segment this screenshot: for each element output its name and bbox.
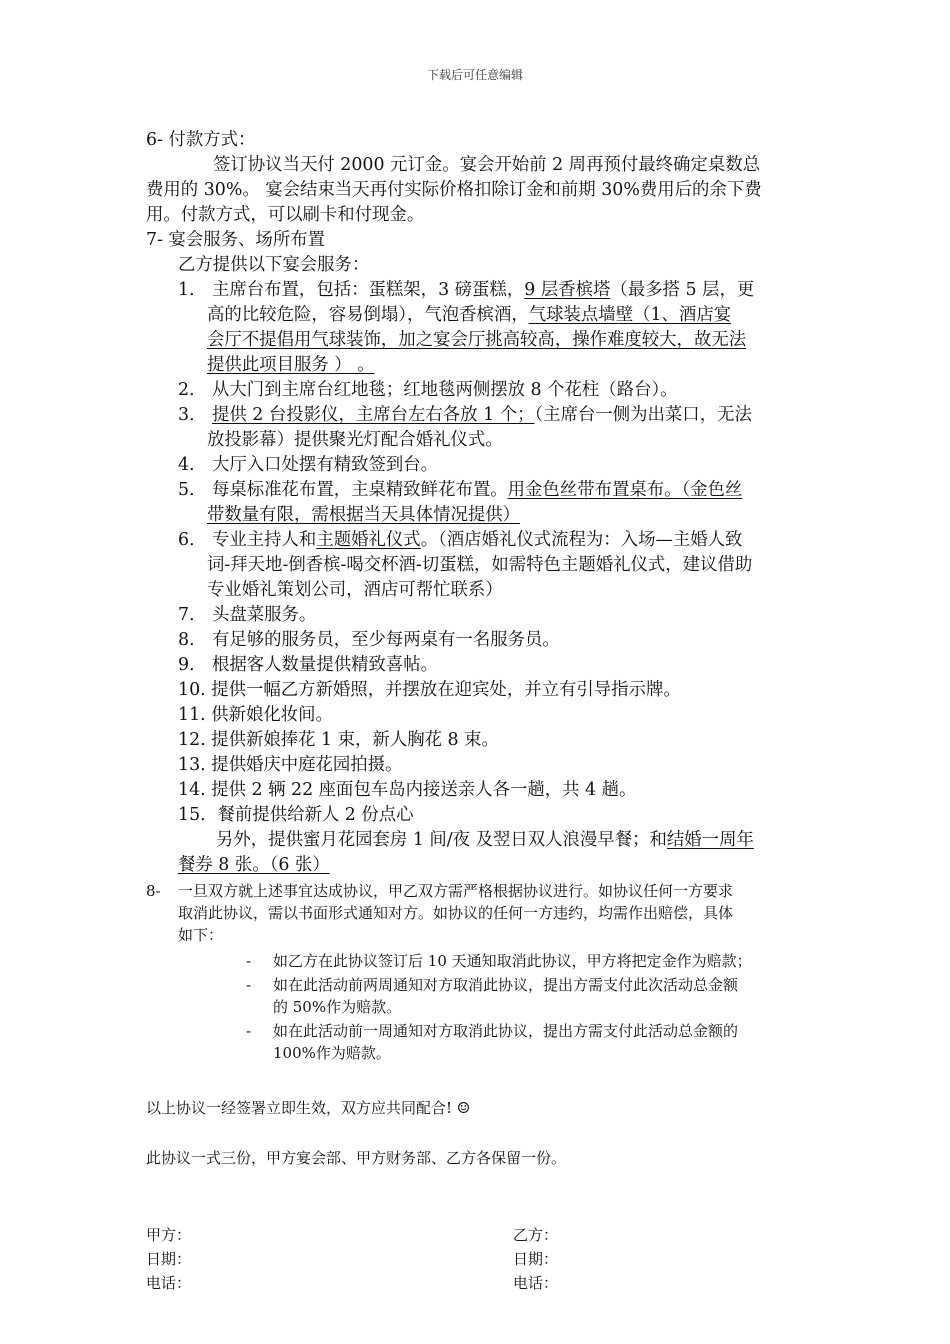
date-label-b: 日期： — [513, 1250, 559, 1268]
item-1-line-3: 会厅不提倡用气球装饰，加之宴会厅挑高较高，操作难度较大，故无法 — [207, 330, 747, 350]
bullet-dash: - — [246, 976, 252, 994]
item-3-line-2: 放投影幕）提供聚光灯配合婚礼仪式。 — [207, 430, 503, 450]
bullet-dash: - — [246, 952, 252, 970]
item-1-line-4: 提供此项目服务 ） 。 — [207, 355, 375, 375]
underlined-text: 9 层香槟塔 — [524, 280, 611, 300]
underlined-text: 用金色丝带布置桌布。（金色丝 — [507, 480, 743, 500]
item-4: 4． 大厅入口处摆有精致签到台。 — [178, 455, 439, 475]
party-b-label: 乙方： — [513, 1226, 559, 1244]
item-6-line-1: 6． 专业主持人和主题婚礼仪式。（酒店婚礼仪式流程为：入场—主婚人致 — [178, 530, 743, 550]
section-7-intro: 乙方提供以下宴会服务： — [178, 255, 370, 275]
underlined-text: 结婚一周年 — [666, 830, 754, 850]
bullet-dash: - — [246, 1022, 252, 1040]
date-label-a: 日期： — [146, 1250, 192, 1268]
bullet-2-line-2: 的 50%作为赔款。 — [273, 998, 402, 1016]
item-14: 14. 提供 2 辆 22 座面包车岛内接送亲人各一趟，共 4 趟。 — [178, 780, 637, 800]
copies-statement: 此协议一式三份，甲方宴会部、甲方财务部、乙方各保留一份。 — [146, 1149, 567, 1167]
section-6-line-1: 签订协议当天付 2000 元订金。宴会开始前 2 周再预付最终确定桌数总 — [213, 155, 760, 175]
item-6-line-2: 词-拜天地-倒香槟-喝交杯酒-切蛋糕，如需特色主题婚礼仪式，建议借助 — [207, 555, 753, 575]
item-8: 8． 有足够的服务员，至少每两桌有一名服务员。 — [178, 630, 560, 650]
closing-statement: 以上协议一经签署立即生效，双方应共同配合! ☺ — [146, 1099, 471, 1117]
section-6-line-2: 费用的 30%。 宴会结束当天再付实际价格扣除订金和前期 30%费用后的余下费 — [146, 180, 762, 200]
section-6-line-3: 用。付款方式，可以刷卡和付现金。 — [146, 205, 425, 225]
section-8-line-3: 如下： — [178, 926, 224, 944]
phone-label-b: 电话： — [513, 1274, 559, 1292]
bullet-2-line-1: 如在此活动前两周通知对方取消此协议，提出方需支付此次活动总金额 — [273, 976, 739, 994]
item-13: 13. 提供婚庆中庭花园拍摄。 — [178, 755, 403, 775]
item-12: 12. 提供新娘捧花 1 束，新人胸花 8 束。 — [178, 730, 499, 750]
bullet-3-line-1: 如在此活动前一周通知对方取消此协议，提出方需支付此活动总金额的 — [273, 1022, 739, 1040]
extra-line-2: 餐券 8 张。（6 张） — [178, 855, 330, 875]
item-2: 2． 从大门到主席台红地毯；红地毯两侧摆放 8 个花柱（路台）。 — [178, 380, 678, 400]
phone-label-a: 电话： — [146, 1274, 192, 1292]
item-1-line-1: 1． 主席台布置，包括：蛋糕架，3 磅蛋糕，9 层香槟塔（最多搭 5 层，更 — [178, 280, 755, 300]
bullet-1: 如乙方在此协议签订后 10 天通知取消此协议，甲方将把定金作为赔款； — [273, 952, 752, 970]
item-6-line-3: 专业婚礼策划公司，酒店可帮忙联系） — [207, 580, 503, 600]
underlined-text: 气球装点墙壁（1、酒店宴 — [528, 305, 732, 325]
item-9: 9． 根据客人数量提供精致喜帖。 — [178, 655, 439, 675]
item-3-line-1: 3． 提供 2 台投影仪，主席台左右各放 1 个；（主席台一侧为出菜口，无法 — [178, 405, 752, 425]
item-5-line-1: 5． 每桌标准花布置，主桌精致鲜花布置。用金色丝带布置桌布。（金色丝 — [178, 480, 743, 500]
extra-line-1: 另外，提供蜜月花园套房 1 间/夜 及翌日双人浪漫早餐；和结婚一周年 — [216, 830, 754, 850]
item-5-line-2: 带数量有限，需根据当天具体情况提供） — [207, 505, 521, 525]
underlined-text: 主题婚礼仪式 — [316, 530, 421, 550]
item-7: 7． 头盘菜服务。 — [178, 605, 317, 625]
party-a-label: 甲方： — [146, 1226, 192, 1244]
section-7-title: 7- 宴会服务、场所布置 — [146, 230, 325, 250]
item-10: 10. 提供一幅乙方新婚照，并摆放在迎宾处，并立有引导指示牌。 — [178, 680, 681, 700]
bullet-3-line-2: 100%作为赔款。 — [273, 1044, 391, 1062]
item-1-line-2: 高的比较危险，容易倒塌），气泡香槟酒，气球装点墙壁（1、酒店宴 — [207, 305, 732, 325]
item-11: 11. 供新娘化妆间。 — [178, 705, 333, 725]
section-8-number: 8- — [146, 882, 161, 900]
page-header: 下载后可任意编辑 — [426, 68, 523, 82]
underlined-text: 提供 2 台投影仪，主席台左右各放 1 个； — [211, 405, 535, 425]
item-15: 15．餐前提供给新人 2 份点心 — [178, 805, 414, 825]
section-8-line-1: 一旦双方就上述事宜达成协议，甲乙双方需严格根据协议进行。如协议任何一方要求 — [178, 882, 734, 900]
section-6-title: 6- 付款方式： — [146, 130, 256, 150]
section-8-line-2: 取消此协议，需以书面形式通知对方。如协议的任何一方违约，均需作出赔偿，具体 — [178, 904, 734, 922]
